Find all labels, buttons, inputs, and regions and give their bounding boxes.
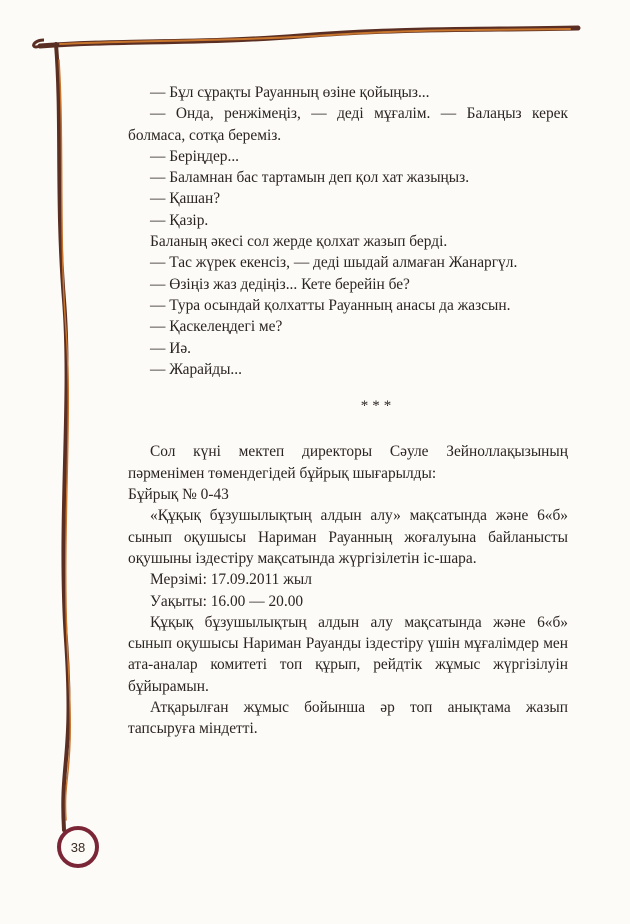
narration-line: Баланың әкесі сол жерде қолхат жазып берді. [150, 233, 448, 251]
dialogue-line: — Өзіңіз жаз дедіңіз... Кете берейін бе? [150, 275, 410, 293]
page-number: 38 [70, 839, 86, 855]
order-time: Уақыты: 16.00 — 20.00 [150, 592, 304, 610]
order-date: Мерзімі: 17.09.2011 жыл [150, 571, 312, 589]
dialogue-line: — Қашан? [150, 190, 221, 208]
section-separator: *** [360, 398, 396, 415]
dialogue-line: — Беріңдер... [150, 147, 240, 165]
dialogue-line: — Жарайды... [150, 360, 242, 378]
dialogue-line: — Тура осындай қолхатты Рауанның анасы да жазсын. [150, 296, 511, 314]
order-paragraph: Құқық бұзушылықтың алдын алу мақсатында және 6«б» сынып оқушысы Нариман Рауанды іздестіру үшін мұғалімдер мен ата-аналар комитеті топ құрып, рейдтік жұмыс жүргізілуін бұйырамын. [128, 613, 568, 695]
order-intro: Сол күні мектеп директоры Сәуле Зейноллақызының пәрменімен төмендегідей бұйрық шығарылды: [128, 443, 568, 482]
dialogue-line: — Қазір. [150, 211, 209, 229]
dialogue-line: — Онда, ренжімеңіз, — деді мұғалім. — Балаңыз керек болмаса, сотқа береміз. [128, 105, 568, 144]
dialogue-line: — Баламнан бас тартамын деп қол хат жазыңыз. [150, 169, 470, 187]
dialogue-line: — Қаскелеңдегі ме? [150, 318, 283, 336]
order-paragraph: Атқарылған жұмыс бойынша әр топ анықтама жазып тапсыруға міндетті. [128, 699, 568, 738]
dialogue-line: — Иә. [150, 339, 192, 357]
order-title: Бұйрық № 0-43 [128, 486, 229, 504]
dialogue-line: — Бұл сұрақты Рауанның өзіне қойыңыз... [150, 84, 430, 101]
page-body [128, 82, 568, 740]
dialogue-line: — Тас жүрек екенсіз, — деді шыдай алмаған Жанаргүл. [150, 254, 518, 272]
order-text: «Құқық бұзушылықтың алдын алу» мақсатында және 6«б» сынып оқушысы Нариман Рауанның жоғалуына байланысты оқушыны іздестіру мақсатында жүргізілетін іс-шара. [128, 507, 568, 567]
